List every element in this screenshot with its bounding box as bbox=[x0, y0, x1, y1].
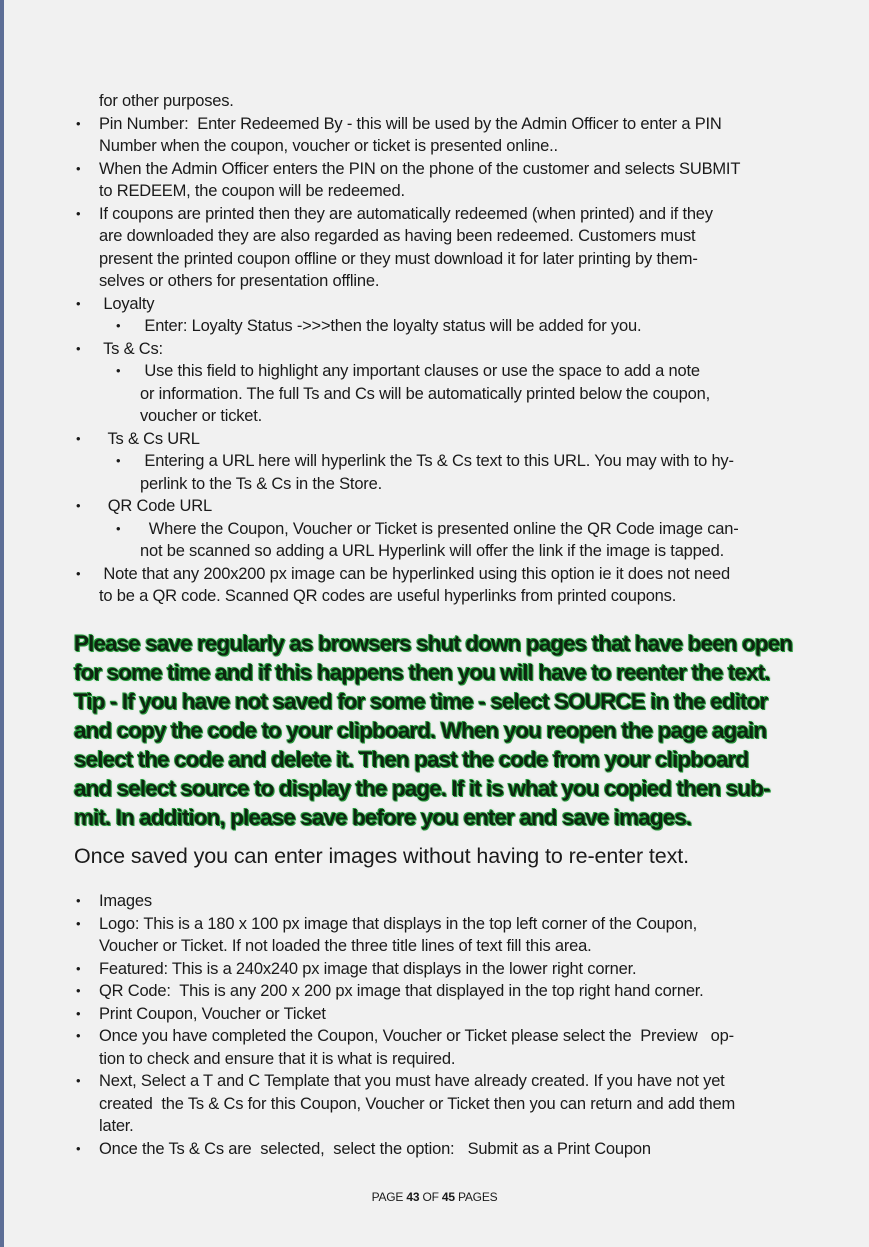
bullet-marker: • bbox=[76, 295, 81, 311]
list-line: Next, Select a T and C Template that you must have already created. If you have not yet bbox=[99, 1072, 725, 1090]
list-line: Once you have completed the Coupon, Voucher or Ticket please select the Preview op- bbox=[99, 1027, 734, 1045]
bullet-marker: • bbox=[76, 115, 81, 131]
list-line: not be scanned so adding a URL Hyperlink will offer the link if the image is tapped. bbox=[140, 542, 724, 560]
list-line: Logo: This is a 180 x 100 px image that displays in the top left corner of the Coupon, bbox=[99, 914, 697, 933]
bullet-marker: • bbox=[76, 893, 81, 908]
list-line: QR Code URL bbox=[99, 497, 212, 515]
list-line: Voucher or Ticket. If not loaded the three title lines of text fill this area. bbox=[99, 937, 592, 955]
list-line: QR Code: This is any 200 x 200 px image that displayed in the top right hand corner. bbox=[99, 982, 704, 1000]
list-line: Loyalty bbox=[99, 294, 155, 313]
list-line: Once the Ts & Cs are selected, select the option: Submit as a Print Coupon bbox=[99, 1139, 651, 1158]
bullet-marker: • bbox=[76, 1073, 81, 1088]
bullet-marker: • bbox=[116, 520, 121, 536]
page-footer bbox=[0, 1190, 869, 1204]
list-line: When the Admin Officer enters the PIN on the phone of the customer and selects SUBMIT bbox=[99, 159, 741, 178]
bullet-marker: • bbox=[76, 915, 81, 931]
footer-middle: OF bbox=[419, 1190, 442, 1204]
bullet-marker: • bbox=[76, 430, 81, 446]
warning-line: Please save regularly as browsers shut down pages that have been open bbox=[74, 631, 793, 656]
footer-current-page: 43 bbox=[406, 1190, 420, 1204]
list-line: Print Coupon, Voucher or Ticket bbox=[99, 1004, 326, 1023]
list-line: Pin Number: Enter Redeemed By - this will be used by the Admin Officer to enter a PIN bbox=[99, 114, 722, 133]
list-line: tion to check and ensure that it is what is required. bbox=[99, 1049, 456, 1068]
bullet-marker: • bbox=[76, 983, 81, 998]
footer-total-pages: 45 bbox=[441, 1190, 455, 1204]
list-line: are downloaded they are also regarded as having been redeemed. Customers must bbox=[99, 227, 696, 245]
footer-prefix: PAGE bbox=[371, 1190, 407, 1204]
list-line: Note that any 200x200 px image can be hyperlinked using this option ie it does not need bbox=[99, 564, 730, 583]
warning-line: Tip - If you have not saved for some time - select SOURCE in the editor bbox=[74, 689, 768, 714]
list-line: present the printed coupon offline or they must download it for later printing by them- bbox=[99, 249, 698, 268]
list-line: Ts & Cs URL bbox=[99, 429, 200, 448]
warning-line: and copy the code to your clipboard. When you reopen the page again bbox=[74, 718, 767, 743]
bullet-marker: • bbox=[116, 453, 121, 468]
list-line: Enter: Loyalty Status ->>>then the loyalty status will be added for you. bbox=[140, 317, 642, 335]
bullet-marker: • bbox=[76, 1005, 81, 1021]
bullet-marker: • bbox=[76, 340, 81, 356]
bullet-marker: • bbox=[76, 1140, 81, 1156]
list-line: to REDEEM, the coupon will be redeemed. bbox=[99, 182, 405, 200]
list-line: Images bbox=[99, 892, 152, 910]
warning-line: mit. In addition, please save before you enter and save images. bbox=[74, 805, 692, 830]
list-line: selves or others for presentation offline. bbox=[99, 272, 380, 290]
bullet-marker: • bbox=[76, 960, 81, 976]
footer-suffix: PAGES bbox=[454, 1190, 498, 1204]
list-line: If coupons are printed then they are automatically redeemed (when printed) and if they bbox=[99, 204, 713, 223]
bullet-marker: • bbox=[76, 565, 81, 581]
once-saved-note: Once saved you can enter images without having to re-enter text. bbox=[74, 844, 690, 868]
list-line: Featured: This is a 240x240 px image that displays in the lower right corner. bbox=[99, 959, 637, 978]
list-line: for other purposes. bbox=[99, 92, 234, 110]
bullet-marker: • bbox=[116, 363, 121, 378]
list-line: Use this field to highlight any important clauses or use the space to add a note bbox=[140, 362, 700, 380]
list-line: voucher or ticket. bbox=[140, 407, 263, 425]
list-line: Where the Coupon, Voucher or Ticket is presented online the QR Code image can- bbox=[140, 519, 739, 538]
list-line: to be a QR code. Scanned QR codes are useful hyperlinks from printed coupons. bbox=[99, 587, 677, 605]
bullet-marker: • bbox=[76, 205, 81, 221]
bullet-marker: • bbox=[116, 318, 121, 333]
list-line: or information. The full Ts and Cs will be automatically printed below the coupon, bbox=[140, 384, 710, 403]
list-line: created the Ts & Cs for this Coupon, Voucher or Ticket then you can return and add them bbox=[99, 1094, 736, 1113]
warning-line: select the code and delete it. Then past the code from your clipboard bbox=[74, 747, 749, 772]
bullet-marker: • bbox=[76, 498, 81, 513]
list-line: Entering a URL here will hyperlink the Ts & Cs text to this URL. You may with to hy- bbox=[140, 452, 734, 470]
warning-line: and select source to display the page. If it is what you copied then sub- bbox=[74, 776, 770, 801]
bullet-marker: • bbox=[76, 1028, 81, 1043]
list-line: Ts & Cs: bbox=[99, 339, 163, 358]
warning-line: for some time and if this happens then you will have to reenter the text. bbox=[74, 660, 770, 685]
list-line: perlink to the Ts & Cs in the Store. bbox=[140, 474, 382, 493]
bullet-marker: • bbox=[76, 160, 81, 176]
list-line: later. bbox=[99, 1117, 134, 1135]
list-line: Number when the coupon, voucher or ticket is presented online.. bbox=[99, 137, 558, 155]
